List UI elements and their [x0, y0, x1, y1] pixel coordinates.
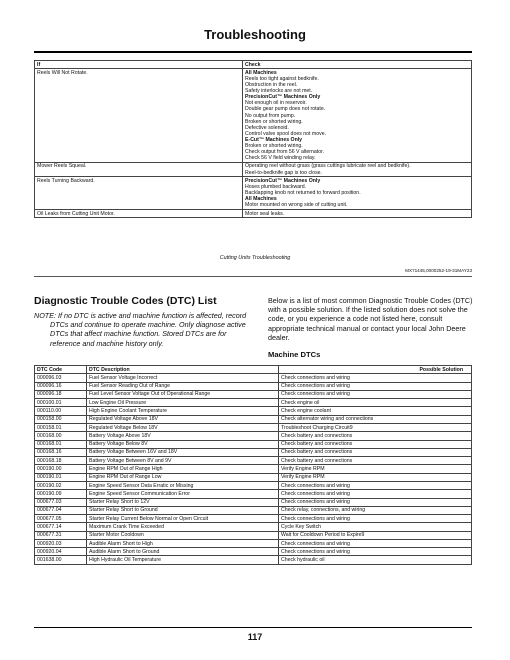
dtc-solution-cell: Check relay, connections, and wiring	[279, 506, 472, 514]
dtc-row	[35, 415, 472, 423]
dtc-row	[35, 448, 472, 456]
dtc-solution-cell: Check connections and wiring	[279, 374, 472, 382]
section-rule	[34, 276, 472, 277]
dtc-row	[35, 423, 472, 431]
dtc-row	[35, 490, 472, 498]
table-caption: Cutting Units Troubleshooting	[219, 255, 291, 261]
dtc-code-cell: 000677.14	[35, 523, 87, 531]
dtc-solution-cell: Check connections and wiring	[279, 515, 472, 523]
dtc-row	[35, 399, 472, 407]
check-item: Motor mounted on wrong side of cutting unit.	[245, 202, 348, 209]
dtc-table	[34, 365, 472, 565]
dtc-row	[35, 506, 472, 514]
dtc-description-cell: Fuel Sensor Reading Out of Range	[87, 382, 279, 390]
dtc-solution-cell: Check connections and wiring	[279, 539, 472, 547]
dtc-body	[35, 374, 472, 564]
check-item: Check 56 V field winding relay.	[245, 155, 316, 162]
dtc-code-cell: 000168.01	[35, 440, 87, 448]
check-item: Defective solenoid.	[245, 124, 289, 131]
dtc-code-cell: 000158.00	[35, 415, 87, 423]
dtc-description-cell: Battery Voltage Above 18V	[87, 432, 279, 440]
dtc-row	[35, 481, 472, 489]
dtc-code-cell: 000677.05	[35, 515, 87, 523]
dtc-code-cell: 000677.03	[35, 498, 87, 506]
dtc-row	[35, 473, 472, 481]
dtc-description-cell: High Hydraulic Oil Temperature	[87, 556, 279, 564]
dtc-row	[35, 523, 472, 531]
document-reference: MX71445,0000252-19-31MAY23	[405, 268, 472, 273]
dtc-row	[35, 440, 472, 448]
dtc-solution-cell: Check connections and wiring	[279, 490, 472, 498]
dtc-solution-cell: Check battery and connections	[279, 457, 472, 465]
dtc-solution-cell: Check engine oil	[279, 399, 472, 407]
dtc-row	[35, 382, 472, 390]
dtc-code-cell: 000677.04	[35, 506, 87, 514]
dtc-description-cell: Battery Voltage Below 8V	[87, 440, 279, 448]
dtc-code-cell: 000168.16	[35, 448, 87, 456]
dtc-code-cell: 000110.00	[35, 407, 87, 415]
dtc-description-cell: Regulated Voltage Above 18V	[87, 415, 279, 423]
dtc-solution-cell: Check battery and connections	[279, 440, 472, 448]
check-item: Not enough oil in reservoir.	[245, 100, 307, 107]
dtc-solution-cell: Check battery and connections	[279, 432, 472, 440]
dtc-description-cell: Fuel Sensor Voltage Incorrect	[87, 374, 279, 382]
header-dtc-code: DTC Code	[35, 366, 87, 374]
check-item: Motor seal leaks.	[245, 210, 285, 217]
dtc-description-cell: Regulated Voltage Below 18V	[87, 423, 279, 431]
dtc-solution-cell: Check connections and wiring	[279, 498, 472, 506]
dtc-code-cell: 000190.00	[35, 465, 87, 473]
check-item: Reels too tight against bedknife.	[245, 75, 319, 82]
condition-cell: Oil Leaks from Cutting Unit Motor.	[35, 209, 243, 217]
dtc-code-cell: 000096.03	[35, 374, 87, 382]
check-item: Obstruction in the reel.	[245, 82, 298, 89]
dtc-description-cell: Battery Voltage Between 8V and 9V	[87, 457, 279, 465]
troubleshooting-row	[35, 162, 472, 176]
check-cell	[243, 69, 472, 163]
title-rule	[34, 51, 472, 53]
dtc-solution-cell: Check hydraulic oil	[279, 556, 472, 564]
check-item: Control valve spool does not move.	[245, 130, 327, 137]
dtc-description-cell: Maximum Crank Time Exceeded	[87, 523, 279, 531]
dtc-solution-cell: Cycle Key Switch	[279, 523, 472, 531]
dtc-code-cell: 000096.16	[35, 382, 87, 390]
check-item: Check output from 56 V alternator.	[245, 149, 325, 156]
check-item: Broken or shorted wiring.	[245, 143, 303, 149]
check-subheading: PrecisionCut™ Machines Only	[245, 94, 321, 101]
dtc-solution-cell: Check connections and wiring	[279, 548, 472, 556]
troubleshooting-row	[35, 177, 472, 210]
check-cell	[243, 209, 472, 217]
dtc-code-cell: 000190.02	[35, 481, 87, 489]
dtc-description-cell: High Engine Coolant Temperature	[87, 407, 279, 415]
dtc-solution-cell: Check connections and wiring	[279, 382, 472, 390]
check-subheading: All Machines	[245, 196, 277, 203]
dtc-solution-cell: Troubleshoot Charging Circuit9	[279, 423, 472, 431]
check-subheading: All Machines	[245, 69, 277, 76]
dtc-row	[35, 539, 472, 547]
header-check: Check	[243, 61, 472, 69]
dtc-row	[35, 548, 472, 556]
check-item: Reel-to-bedknife gap is too close.	[245, 169, 322, 176]
dtc-description-cell: Audible Alarm Short to Ground	[87, 548, 279, 556]
dtc-heading: Diagnostic Trouble Codes (DTC) List	[34, 295, 217, 307]
dtc-code-cell: 000158.01	[35, 423, 87, 431]
troubleshooting-table	[34, 60, 472, 218]
troubleshooting-header-row	[35, 61, 472, 69]
dtc-code-cell: 000920.03	[35, 539, 87, 547]
check-cell	[243, 177, 472, 210]
dtc-row	[35, 457, 472, 465]
check-subheading: E-Cut™ Machines Only	[245, 136, 303, 143]
dtc-code-cell: 000168.00	[35, 432, 87, 440]
dtc-code-cell: 000677.31	[35, 531, 87, 539]
dtc-code-cell: 000096.18	[35, 390, 87, 398]
check-item: Operating reel without grass (grass cuttings lubricate reel and bedknife).	[245, 163, 411, 170]
dtc-description-cell: Low Engine Oil Pressure	[87, 399, 279, 407]
troubleshooting-body	[35, 69, 472, 218]
header-if: If	[35, 61, 243, 69]
dtc-row	[35, 556, 472, 564]
dtc-row	[35, 465, 472, 473]
dtc-row	[35, 432, 472, 440]
dtc-solution-cell: Check connections and wiring	[279, 481, 472, 489]
dtc-intro: Below is a list of most common Diagnostic Trouble Codes (DTC) with a possible solution. If the listed solution does not solve the code, or you experience a code not listed here, consult appropriate technical manual or contact your local John Deere dealer.	[268, 296, 473, 342]
condition-cell: Mower Reels Squeal.	[35, 162, 243, 176]
troubleshooting-row	[35, 209, 472, 217]
dtc-description-cell: Engine Speed Sensor Communication Error	[87, 490, 279, 498]
dtc-solution-cell: Check connections and wiring	[279, 390, 472, 398]
dtc-solution-cell: Verify Engine RPM	[279, 473, 472, 481]
dtc-row	[35, 374, 472, 382]
check-item: No output from pump.	[245, 112, 296, 119]
check-item: Broken or shorted wiring.	[245, 118, 303, 125]
dtc-solution-cell: Check battery and connections	[279, 448, 472, 456]
dtc-description-cell: Starter Motor Cooldown	[87, 531, 279, 539]
page-title: Troubleshooting	[204, 27, 306, 42]
dtc-row	[35, 407, 472, 415]
dtc-code-cell: 000168.18	[35, 457, 87, 465]
check-item: Safety interlocks are not met.	[245, 88, 313, 95]
check-item: Double gear pump does not rotate.	[245, 106, 326, 113]
footer-rule	[34, 627, 472, 628]
dtc-header-row	[35, 366, 472, 374]
machine-dtcs-heading: Machine DTCs	[268, 350, 321, 359]
dtc-row	[35, 515, 472, 523]
dtc-description-cell: Engine Speed Sensor Data Erratic or Missing	[87, 481, 279, 489]
dtc-solution-cell: Check alternator wiring and connections	[279, 415, 472, 423]
dtc-description-cell: Engine RPM Out of Range Low	[87, 473, 279, 481]
troubleshooting-row	[35, 69, 472, 163]
dtc-row	[35, 390, 472, 398]
dtc-note: NOTE: If no DTC is active and machine function is affected, record DTCs and continue to operate machine. Only diagnose active DTCs that affect machine function. Stored DTCs are for reference and machine history only.	[34, 311, 247, 348]
dtc-solution-cell: Wait for Cooldown Period to Expire9	[279, 531, 472, 539]
dtc-solution-cell: Verify Engine RPM	[279, 465, 472, 473]
dtc-description-cell: Battery Voltage Between 16V and 18V	[87, 448, 279, 456]
dtc-description-cell: Fuel Level Sensor Voltage Out of Operational Range	[87, 390, 279, 398]
dtc-description-cell: Starter Relay Current Below Normal or Open Circuit	[87, 515, 279, 523]
dtc-code-cell: 001638.00	[35, 556, 87, 564]
condition-cell: Reels Will Not Rotate.	[35, 69, 243, 163]
check-item: Backlapping knob not returned to forward position.	[245, 190, 361, 197]
dtc-row	[35, 531, 472, 539]
dtc-code-cell: 000190.09	[35, 490, 87, 498]
dtc-description-cell: Starter Relay Short to Ground	[87, 506, 279, 514]
dtc-description-cell: Audible Alarm Short to High	[87, 539, 279, 547]
header-dtc-description: DTC Description	[87, 366, 279, 374]
dtc-code-cell: 000190.01	[35, 473, 87, 481]
dtc-description-cell: Engine RPM Out of Range High	[87, 465, 279, 473]
dtc-solution-cell: Check engine coolant	[279, 407, 472, 415]
page-number: 117	[247, 632, 263, 642]
condition-cell: Reels Turning Backward.	[35, 177, 243, 210]
dtc-description-cell: Starter Relay Short to 12V	[87, 498, 279, 506]
dtc-code-cell: 000920.04	[35, 548, 87, 556]
check-item: Hoses plumbed backward.	[245, 183, 307, 190]
dtc-row	[35, 498, 472, 506]
header-possible-solution: Possible Solution	[279, 366, 472, 374]
check-cell	[243, 162, 472, 176]
dtc-code-cell: 000100.01	[35, 399, 87, 407]
check-subheading: PrecisionCut™ Machines Only	[245, 177, 321, 184]
